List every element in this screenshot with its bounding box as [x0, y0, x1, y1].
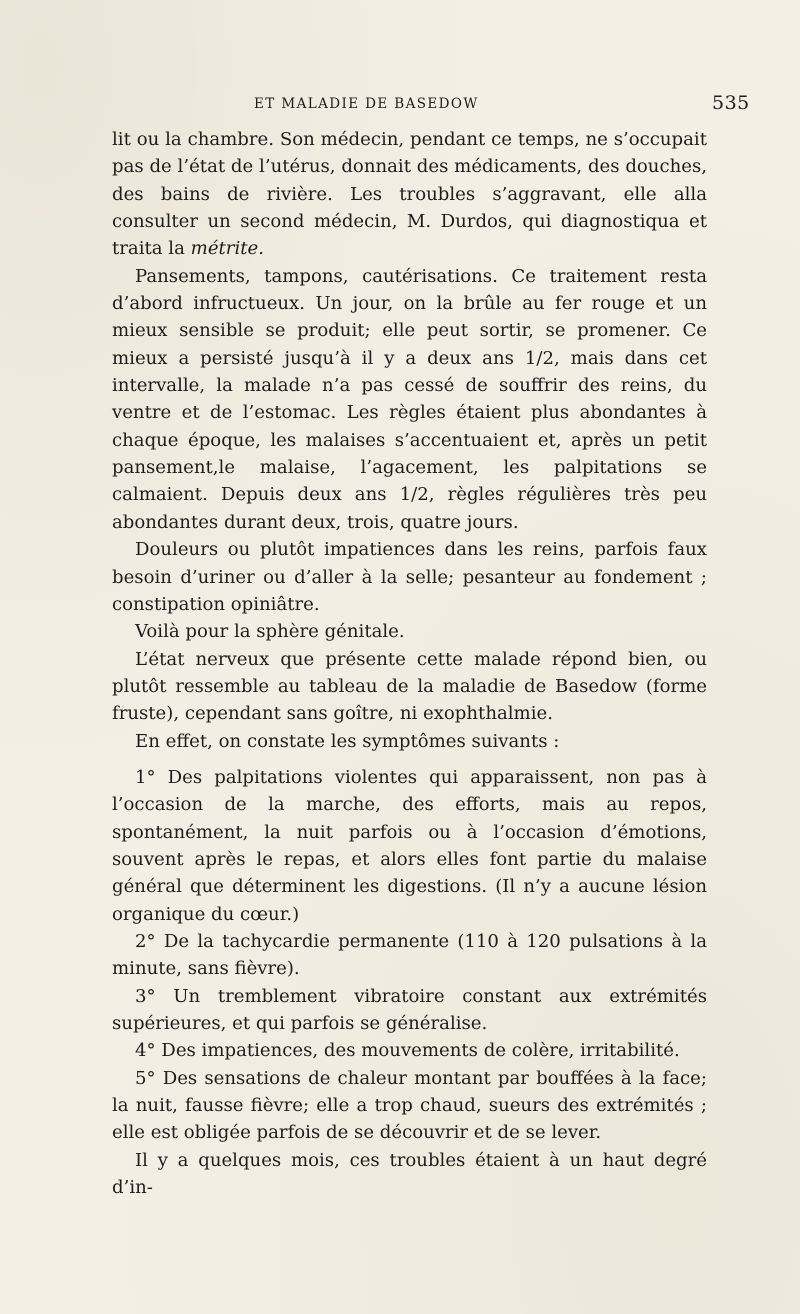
symptom-item: 3° Un tremblement vibratoire constant aux extrémités supérieures, et qui parfois se généralise. — [112, 985, 707, 1034]
symptom-item: 5° Des sensations de chaleur montant par bouffées à la face; la nuit, fausse fièvre; elle a trop chaud, sueurs des extrémités ; elle est obligée parfois de se découvrir et de se lever. — [112, 1067, 707, 1144]
paragraph — [112, 126, 707, 263]
paragraph: Douleurs ou plutôt impatiences dans les reins, parfois faux besoin d’uriner ou d’aller à la selle; pesanteur au fondement ; constipation opiniâtre. — [112, 539, 707, 615]
running-header — [0, 92, 800, 122]
paragraph: Voilà pour la sphère génitale. — [135, 621, 405, 643]
page-number: 535 — [712, 92, 750, 114]
symptom-item: 2° De la tachycardie permanente (110 à 120 pulsations à la minute, sans fièvre). — [112, 930, 707, 980]
symptom-item: 1° Des palpitations violentes qui apparaissent, non pas à l’occasion de la marche, des efforts, mais au repos, spontanément, la nuit parfois ou à l’occasion d’émotions, souvent après le repas, et alors elles font partie du malaise général que déterminent les digestions. (Il n’y a aucune lésion organique du cœur.) — [112, 766, 707, 925]
paragraph: Pansements, tampons, cautérisations. Ce traitement resta d’abord infructueux. Un jour, on la brûle au fer rouge et un mieux sensible se produit; elle peut sortir, se promener. Ce mieux a persisté jusqu’à il y a deux ans 1/2, mais dans cet intervalle, la malade n’a pas cessé de souffrir des reins, du ventre et de l’estomac. Les règles étaient plus abondantes à chaque époque, les malaises s’accentuaient et, après un petit pansement,le malaise, l’agacement, les palpitations se calmaient. Depuis deux ans 1/2, règles régulières très peu abondantes durant deux, trois, quatre jours. — [112, 265, 707, 533]
body-text — [112, 126, 707, 1201]
symptom-item: 4° Des impatiences, des mouvements de colère, irritabilité. — [135, 1040, 680, 1062]
paragraph: En effet, on constate les symptômes suivants : — [135, 730, 560, 752]
paragraph: L’état nerveux que présente cette malade répond bien, ou plutôt ressemble au tableau de la maladie de Basedow (forme fruste), cependant sans goître, ni exophthalmie. — [112, 648, 707, 725]
paragraph: Il y a quelques mois, ces troubles étaient à un haut degré d’in- — [112, 1149, 707, 1199]
italic-term: métrite. — [190, 238, 264, 260]
paragraph-text: lit ou la chambre. Son médecin, pendant ce temps, ne s’occupait pas de l’état de l’utérus, donnait des médicaments, des douches, des bains de rivière. Les troubles s’aggravant, elle alla consulter un second médecin, M. Durdos, qui diagnostiqua et traita la — [112, 129, 707, 260]
running-title: ET MALADIE DE BASEDOW — [254, 96, 479, 112]
